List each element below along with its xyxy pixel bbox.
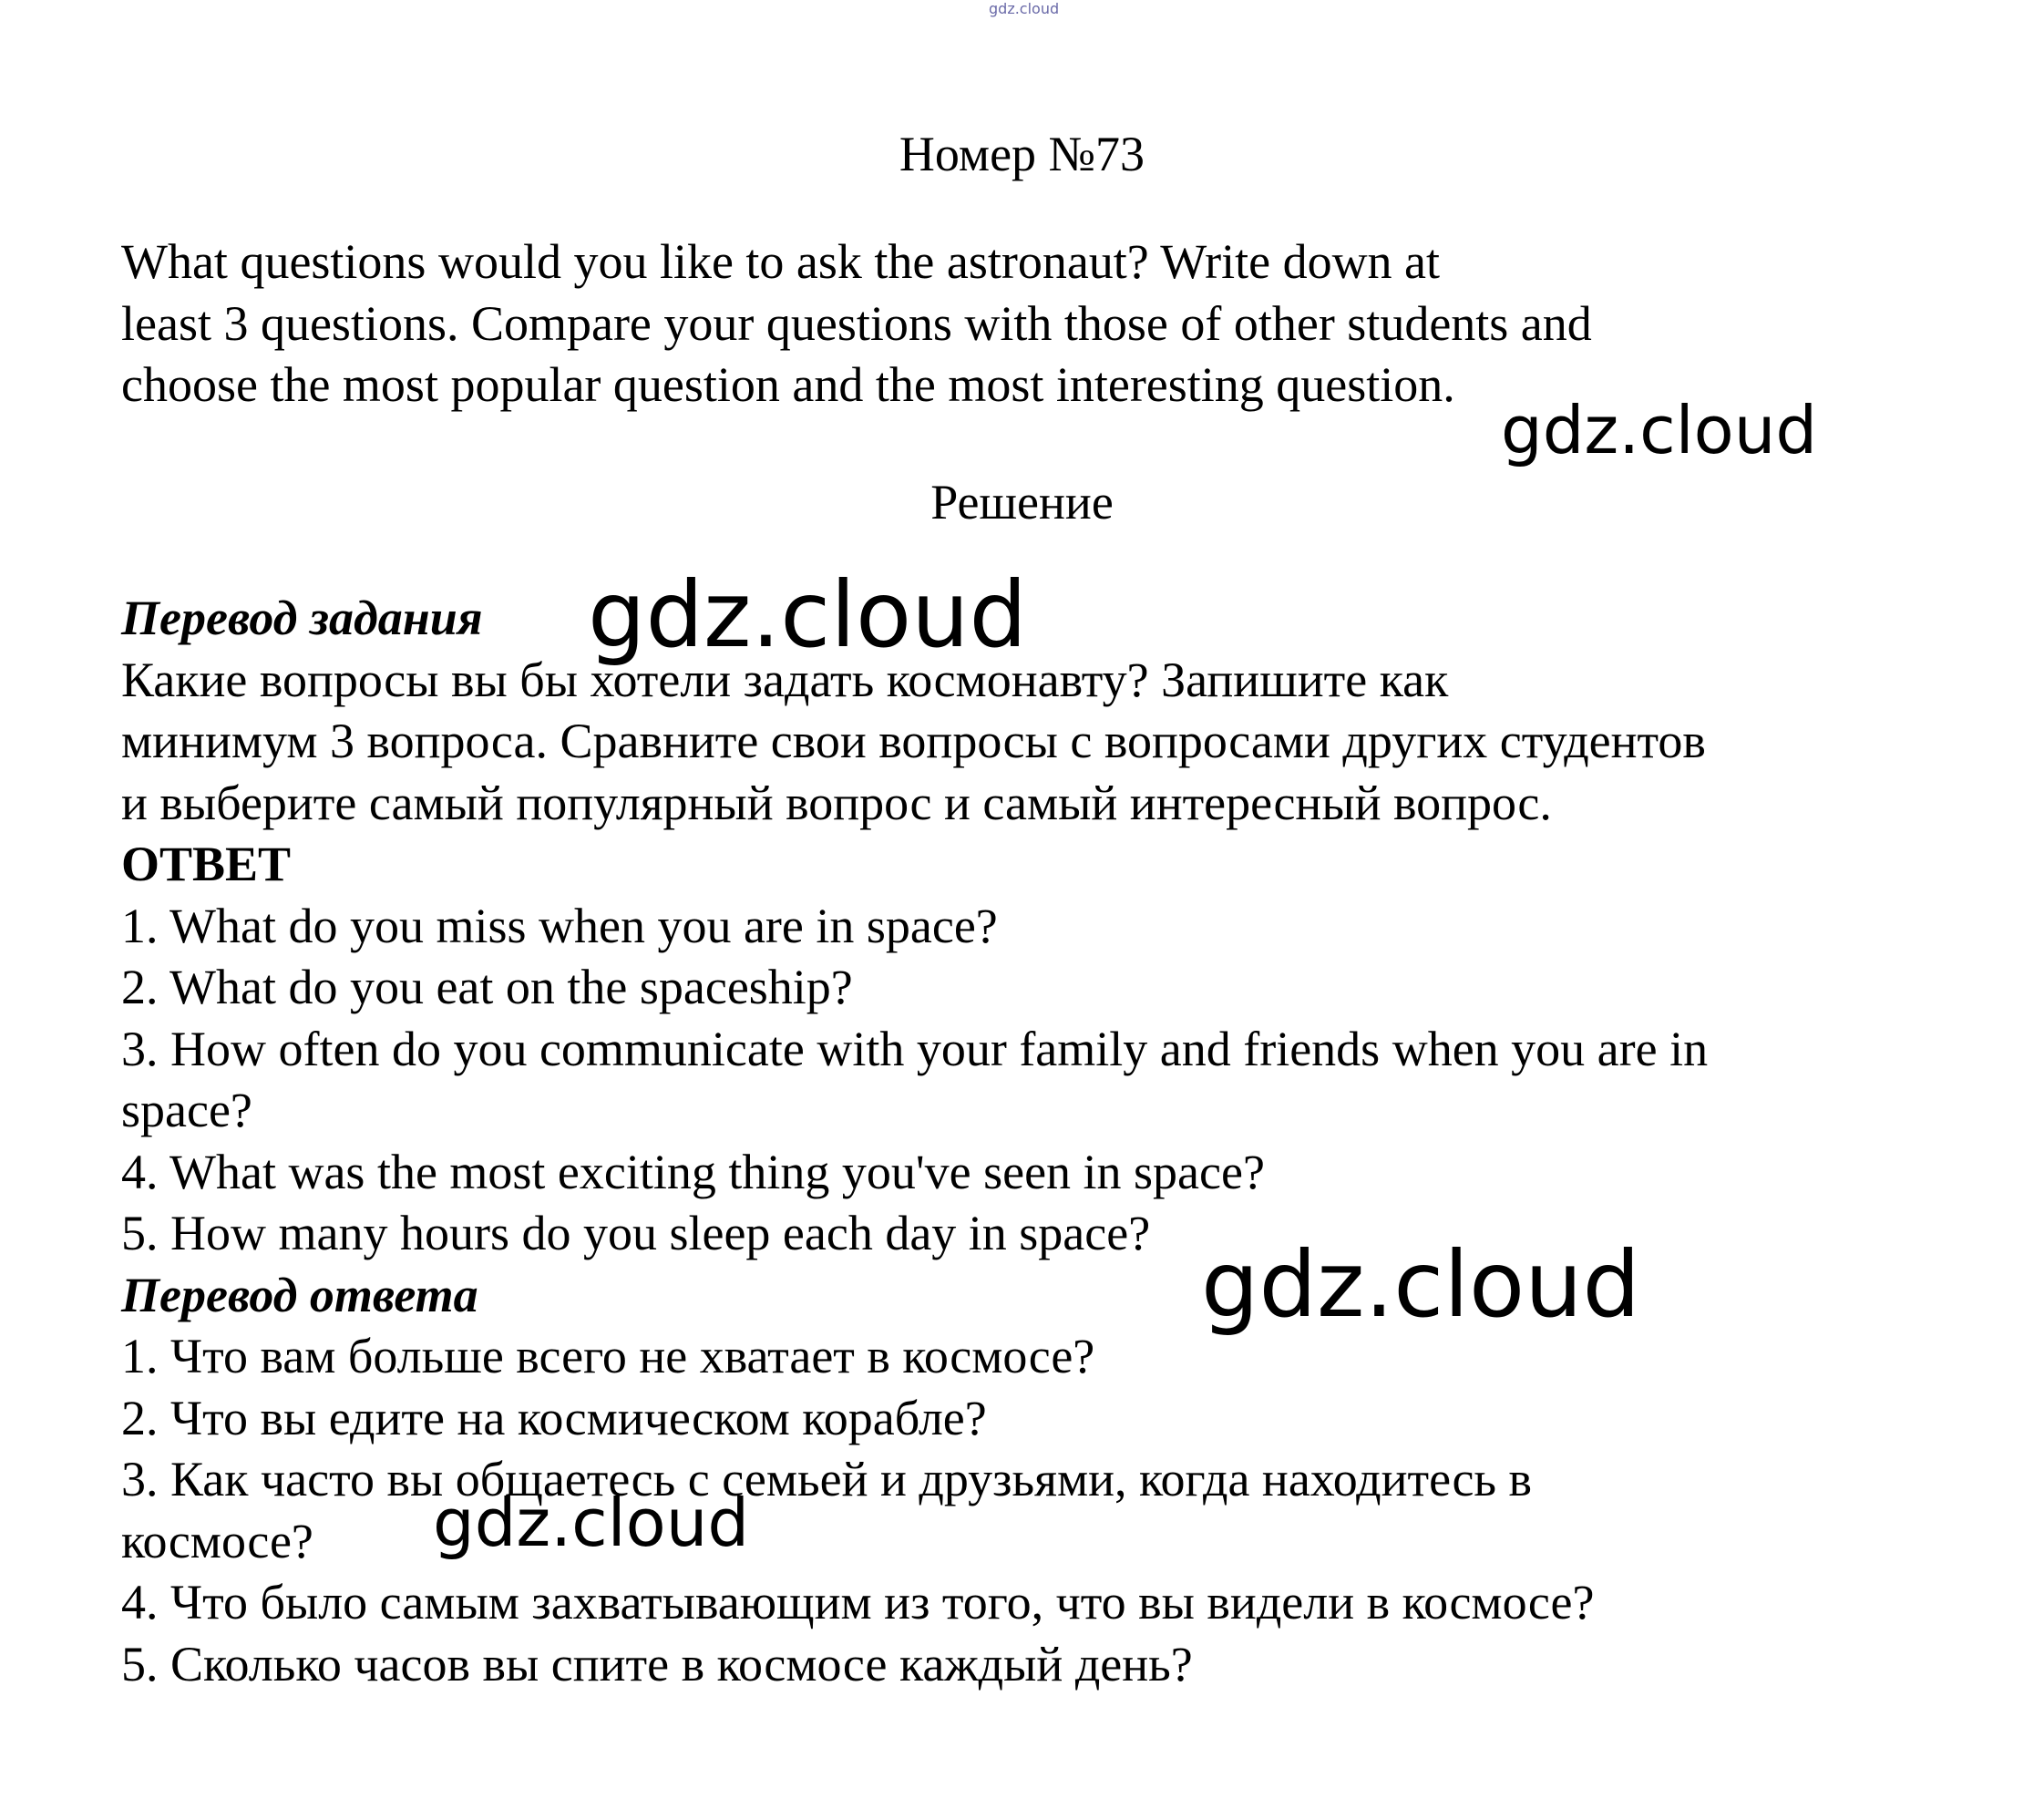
translation-task-line: минимум 3 вопроса. Сравните свои вопросы с вопросами других студентов <box>121 714 1706 768</box>
answer-heading: ОТВЕТ <box>121 837 292 891</box>
watermark: gdz.cloud <box>588 561 1028 668</box>
answer-line: space? <box>121 1083 252 1137</box>
answer-line: 2. What do you eat on the spaceship? <box>121 960 853 1014</box>
answer-line: 5. How many hours do you sleep each day in space? <box>121 1206 1151 1260</box>
translation-task-line: и выберите самый популярный вопрос и самый интересный вопрос. <box>121 775 1552 830</box>
task-text <box>121 231 1962 416</box>
solution-body <box>121 588 1980 1695</box>
watermark: gdz.cloud <box>433 1485 750 1561</box>
answer-line: 3. How often do you communicate with your family and friends when you are in <box>121 1021 1709 1076</box>
watermark: gdz.cloud <box>1501 392 1818 468</box>
solution-label: Решение <box>930 475 1114 529</box>
answer-line: 1. What do you miss when you are in space? <box>121 898 998 953</box>
watermark: gdz.cloud <box>1201 1231 1641 1338</box>
task-line: least 3 questions. Compare your questions with those of other students and <box>121 295 1592 351</box>
translation-answer-line: 2. Что вы едите на космическом корабле? <box>121 1390 987 1445</box>
watermark-top: gdz.cloud <box>989 0 1060 17</box>
task-line: What questions would you like to ask the astronaut? Write down at <box>121 234 1441 289</box>
translation-answer-line: 1. Что вам больше всего не хватает в космосе? <box>121 1329 1095 1383</box>
page-title: Номер №73 <box>899 127 1145 181</box>
answer-line: 4. What was the most exciting thing you've seen in space? <box>121 1144 1265 1199</box>
translation-task-line: Какие вопросы вы бы хотели задать космонавту? Запишите как <box>121 652 1449 707</box>
translation-task-heading: Перевод задания <box>121 591 483 645</box>
translation-answer-line: 5. Сколько часов вы спите в космосе каждый день? <box>121 1636 1193 1691</box>
translation-answer-heading: Перевод ответа <box>121 1267 478 1322</box>
translation-answer-line: космосе? <box>121 1513 313 1568</box>
translation-answer-line: 3. Как часто вы общаетесь с семьей и друзьями, когда находитесь в <box>121 1452 1533 1506</box>
task-line: choose the most popular question and the most interesting question. <box>121 357 1455 412</box>
translation-answer-line: 4. Что было самым захватывающим из того, что вы видели в космосе? <box>121 1575 1595 1629</box>
